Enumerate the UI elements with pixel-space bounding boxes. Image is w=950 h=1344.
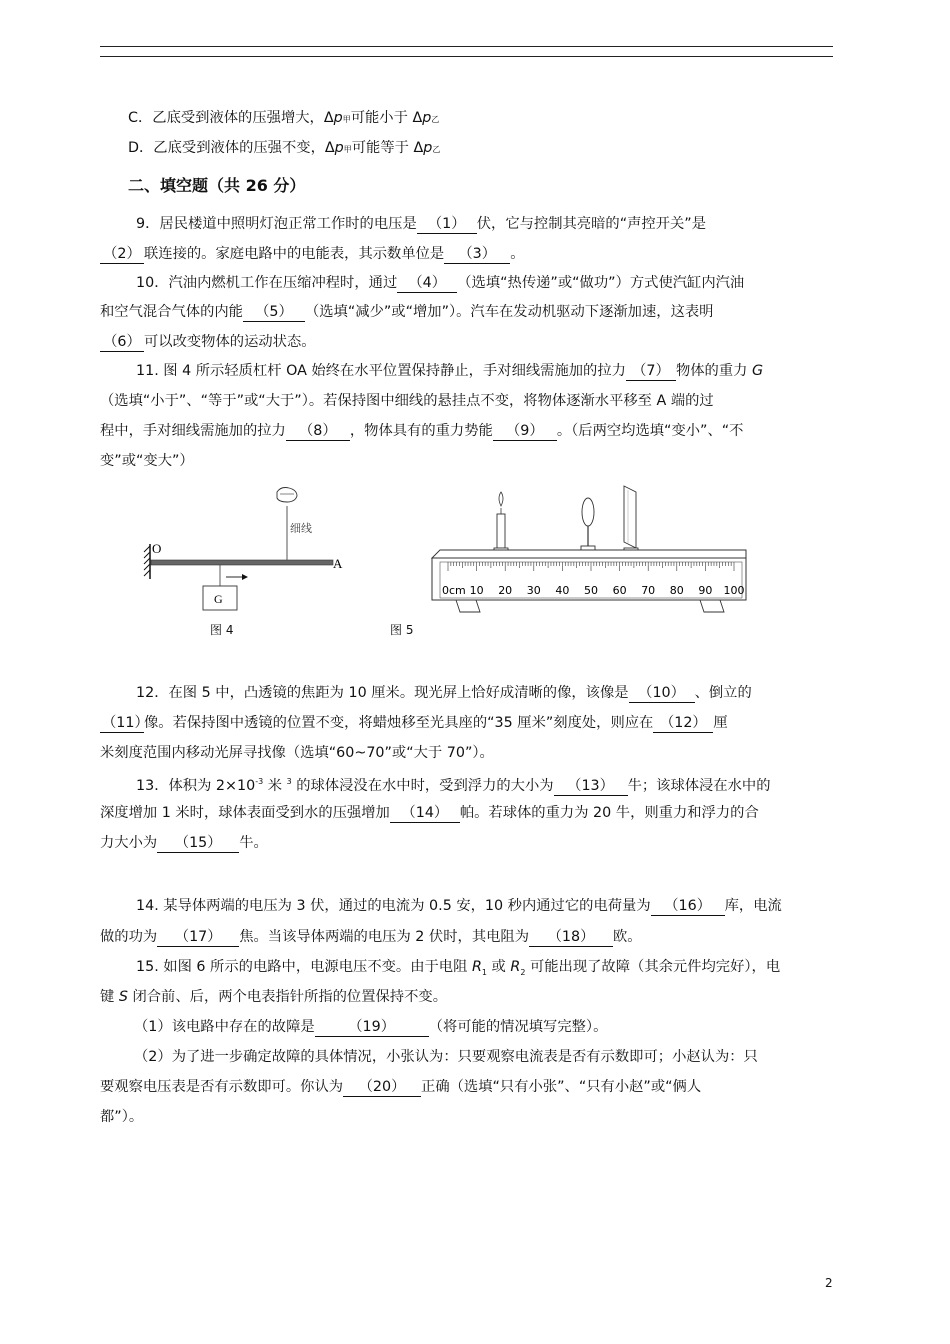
blank-16: （16） bbox=[651, 898, 725, 916]
q9-line1: 9．居民楼道中照明灯泡正常工作时的电压是 （1） 伏，它与控制其亮暗的“声控开关”是 bbox=[136, 216, 707, 232]
convex-lens bbox=[582, 498, 594, 526]
blank-2: （2） bbox=[100, 246, 144, 264]
page-number: 2 bbox=[825, 1276, 833, 1290]
scale-tick-label: 90 bbox=[698, 584, 713, 597]
q11-line4: 变”或“变大”） bbox=[100, 453, 194, 469]
q9-line2: （2） 联连接的。家庭电路中的电能表，其示数单位是 （3） 。 bbox=[100, 244, 840, 264]
blank-5: （5） bbox=[243, 304, 305, 322]
label-g: G bbox=[214, 592, 223, 606]
blank-7: （7） bbox=[626, 363, 676, 381]
blank-8: （8） bbox=[286, 423, 350, 441]
light-screen bbox=[624, 486, 636, 548]
scale-tick-label: 20 bbox=[498, 584, 513, 597]
q12-line3: 米刻度范围内移动光屏寻找像（选填“60~70”或“大于 70”）。 bbox=[100, 745, 494, 761]
q15-part2-line3: 都”）。 bbox=[100, 1109, 144, 1125]
scale-tick-label: 0cm bbox=[442, 584, 466, 597]
bench-foot-left bbox=[456, 600, 480, 612]
q11-line3: 程中，手对细线需施加的拉力 （8） ，物体具有的重力势能 （9） 。（后两空均选填“变小”、“不 bbox=[100, 423, 744, 439]
scale-tick-label: 50 bbox=[584, 584, 598, 597]
blank-18: （18） bbox=[529, 929, 613, 947]
q10-line1: 10．汽油内燃机工作在压缩冲程时，通过 （4） （选填“热传递”或“做功”）方式使汽缸内汽油 bbox=[136, 275, 745, 291]
label-o: O bbox=[152, 541, 162, 556]
blank-19: （19） bbox=[315, 1019, 429, 1037]
scale-tick-label: 40 bbox=[555, 584, 570, 597]
scale-tick-label: 60 bbox=[612, 584, 627, 597]
label-a: A bbox=[333, 556, 343, 571]
q15-line2: 键 S 闭合前、后，两个电表指针所指的位置保持不变。 bbox=[100, 989, 447, 1005]
blank-6: （6） bbox=[100, 334, 144, 352]
figure-4-lever bbox=[140, 484, 360, 614]
blank-12: （12） bbox=[653, 715, 713, 733]
scale-tick-label: 80 bbox=[669, 584, 684, 597]
q15-part1: （1）该电路中存在的故障是 （19） （将可能的情况填写完整）。 bbox=[134, 1019, 608, 1035]
q12-line2: （11）像。若保持图中透镜的位置不变，将蜡烛移至光具座的“35 厘米”刻度处，则应在 （12） 厘 bbox=[102, 715, 728, 731]
blank-9: （9） bbox=[493, 423, 557, 441]
blank-15: （15） bbox=[157, 835, 239, 853]
option-c: C．乙底受到液体的压强增大，Δp甲可能小于 Δp乙 bbox=[128, 110, 440, 126]
q14-line2: 做的功为 （17） 焦。当该导体两端的电压为 2 伏时，其电阻为 （18） 欧。 bbox=[100, 929, 642, 945]
q15-part2-line2: 要观察电压表是否有示数即可。你认为 （20） 正确（选填“只有小张”、“只有小赵”或“俩人 bbox=[100, 1079, 702, 1095]
q14-line1: 14. 某导体两端的电压为 3 伏，通过的电流为 0.5 安，10 秒内通过它的电荷量为 （16） 库，电流 bbox=[136, 898, 782, 914]
blank-14: （14） bbox=[390, 805, 460, 823]
lever-bar bbox=[151, 560, 333, 565]
figure-4-caption: 图 4 bbox=[210, 623, 234, 637]
candle-flame bbox=[499, 492, 503, 506]
q12-line1: 12．在图 5 中，凸透镜的焦距为 10 厘米。现光屏上恰好成清晰的像，该像是 （10） 、倒立的 bbox=[136, 685, 752, 701]
scale-tick-label: 10 bbox=[469, 584, 484, 597]
blank-20: （20） bbox=[343, 1079, 421, 1097]
figure-5-caption: 图 5 bbox=[390, 623, 414, 637]
q13-line2: 深度增加 1 米时，球体表面受到水的压强增加 （14） 帕。若球体的重力为 20 牛，则重力和浮力的合 bbox=[100, 805, 759, 821]
scale-tick-label: 100 bbox=[723, 584, 745, 597]
q15-line1: 15. 如图 6 所示的电路中，电源电压不变。由于电阻 $R_1$ 或 $R_2$ 可能出现了故障（其余元件均完好），电 bbox=[136, 959, 781, 977]
wall-hatch bbox=[144, 546, 150, 576]
hand-icon bbox=[277, 488, 297, 503]
scale-tick-label: 70 bbox=[641, 584, 656, 597]
q11-line2: （选填“小于”、“等于”或“大于”）。若保持图中细线的悬挂点不变，将物体逐渐水平移至 A 端的过 bbox=[100, 393, 714, 409]
candle bbox=[497, 514, 505, 548]
figure-5-optical-bench bbox=[428, 484, 750, 618]
section-title: 二、填空题（共 26 分） bbox=[128, 176, 306, 195]
header-rule-top bbox=[100, 46, 833, 47]
scale-tick-label: 30 bbox=[526, 584, 541, 597]
label-thin-string: 细线 bbox=[290, 522, 312, 535]
blank-17: （17） bbox=[157, 929, 239, 947]
blank-11: （11） bbox=[102, 715, 149, 731]
blank-10: （10） bbox=[629, 685, 695, 703]
bench-foot-right bbox=[700, 600, 724, 612]
option-d: D．乙底受到液体的压强不变，Δp甲可能等于 Δp乙 bbox=[128, 140, 441, 156]
q15-part2: （2）为了进一步确定故障的具体情况，小张认为：只要观察电流表是否有示数即可；小赵认为：只 bbox=[134, 1049, 758, 1065]
blank-1: （1） bbox=[417, 216, 477, 234]
blank-4: （4） bbox=[397, 275, 457, 293]
q13-line3: 力大小为 （15） 牛。 bbox=[100, 835, 268, 851]
q13-line1: 13．体积为 $2\times 10^{-3}$ 米 $^3$ 的球体浸没在水中时，受到浮力的大小为 （13） 牛；该球体浸在水中的 bbox=[136, 777, 771, 794]
header-rule-bottom bbox=[100, 56, 833, 57]
q11-line1: 11. 图 4 所示轻质杠杆 OA 始终在水平位置保持静止，手对细线需施加的拉力 （7） 物体的重力 G bbox=[136, 363, 764, 379]
q10-line2: 和空气混合气体的内能 （5） （选填“减少”或“增加”）。汽车在发动机驱动下逐渐加速，这表明 bbox=[100, 304, 714, 320]
q10-line3: （6） 可以改变物体的运动状态。 bbox=[100, 332, 840, 352]
bench-top bbox=[432, 550, 746, 558]
blank-3: （3） bbox=[444, 246, 510, 264]
blank-13: （13） bbox=[554, 778, 628, 796]
